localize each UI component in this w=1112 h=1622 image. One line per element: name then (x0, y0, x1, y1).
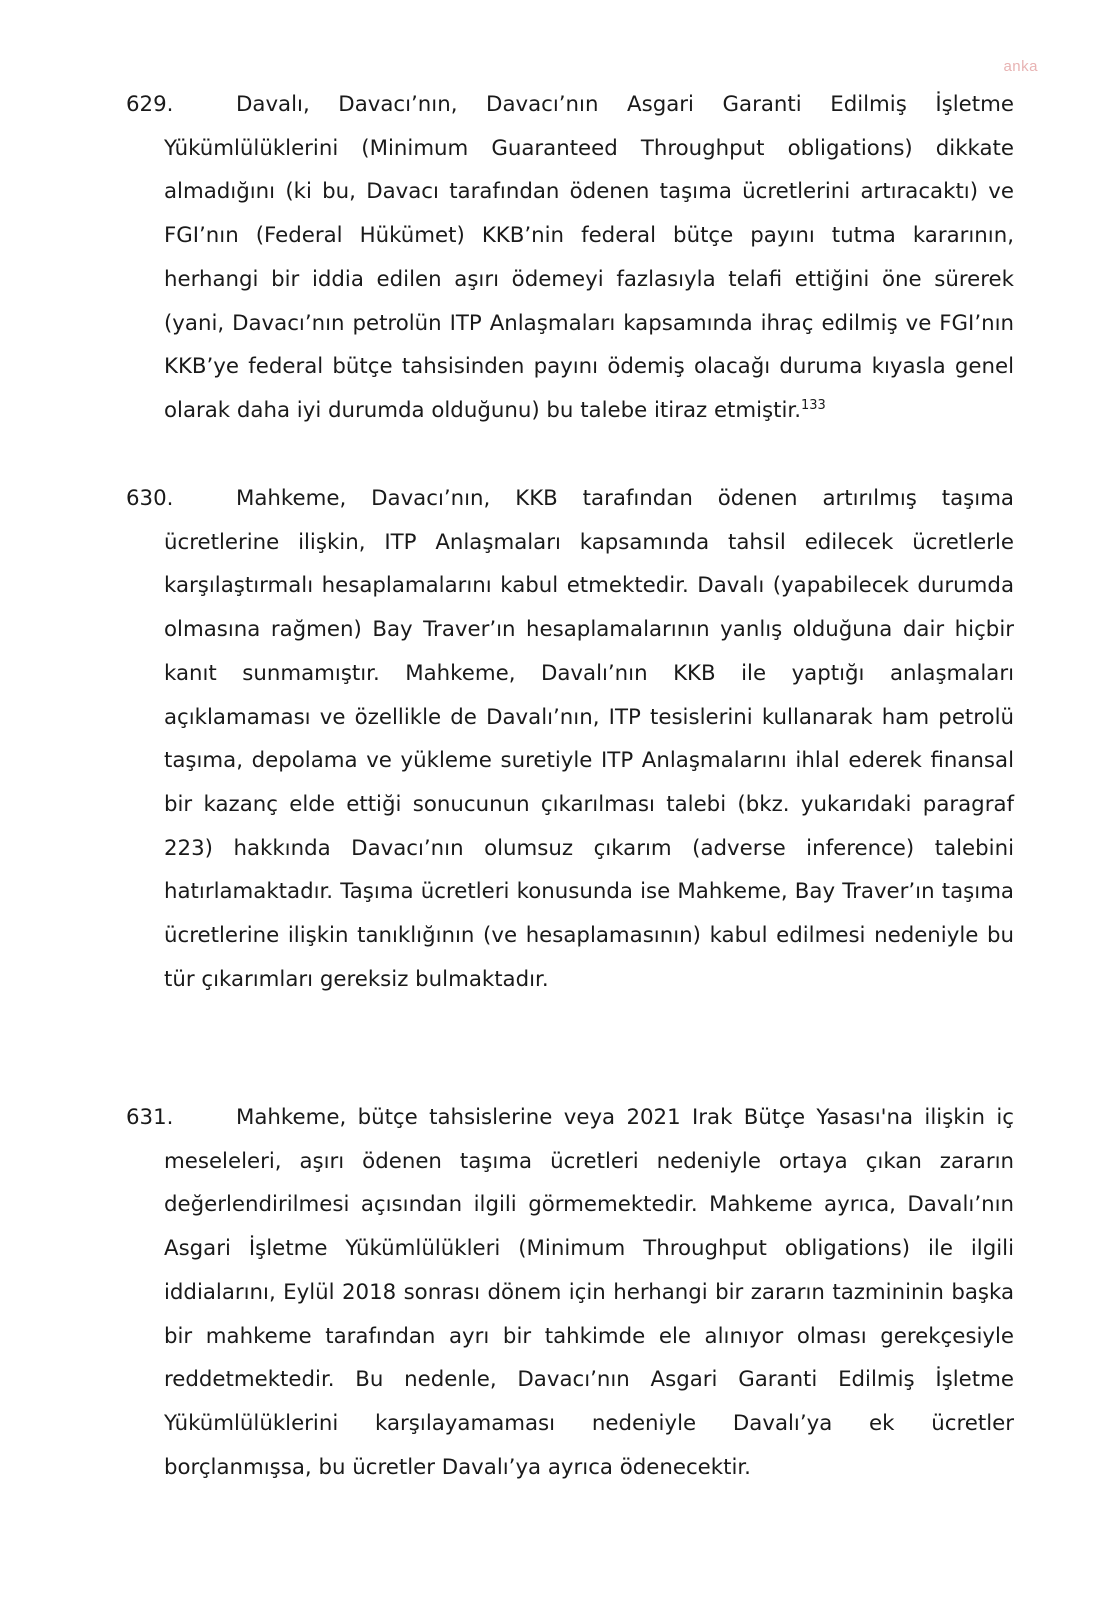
watermark-logo: anka (1003, 58, 1038, 75)
paragraph-text (164, 1096, 1014, 1489)
paragraph-body: Mahkeme, bütçe tahsislerine veya 2021 Irak Bütçe Yasası'na ilişkin iç meseleleri, aşırı ödenen taşıma ücretleri nedeniyle ortaya çıkan zararın değerlendirilmesi açısından ilgili görmemektedir. Mahkeme ayrıca, Davalı’nın Asgari İşletme Yükümlülükleri (Minimum Throughput obligations) ile ilgili iddialarını, Eylül 2018 sonrası dönem için herhangi bir zararın tazmininin başka bir mahkeme tarafından ayrı bir tahkimde ele alınıyor olması gerekçesiyle reddetmektedir. Bu nedenle, Davacı’nın Asgari Garanti Edilmiş İşletme Yükümlülüklerini karşılayamaması nedeniyle Davalı’ya ek ücretler borçlanmışsa, bu ücretler Davalı’ya ayrıca ödenecektir. (164, 1105, 1014, 1480)
paragraph-text (164, 83, 1014, 433)
paragraph-630 (126, 477, 1014, 1001)
paragraph-number: 629. (126, 92, 174, 117)
paragraph-body: Mahkeme, Davacı’nın, KKB tarafından ödenen artırılmış taşıma ücretlerine ilişkin, ITP Anlaşmaları kapsamında tahsil edilecek ücretlerle karşılaştırmalı hesaplamalarını kabul etmektedir. Davalı (yapabilecek durumda olmasına rağmen) Bay Traver’ın hesaplamalarının yanlış olduğuna dair hiçbir kanıt sunmamıştır. Mahkeme, Davalı’nın KKB ile yaptığı anlaşmaları açıklamaması ve özellikle de Davalı’nın, ITP tesislerini kullanarak ham petrolü taşıma, depolama ve yükleme suretiyle ITP Anlaşmalarını ihlal ederek finansal bir kazanç elde ettiği sonucunun çıkarılması talebi (bkz. yukarıdaki paragraf 223) hakkında Davacı’nın olumsuz çıkarım (adverse inference) talebini hatırlamaktadır. Taşıma ücretleri konusunda ise Mahkeme, Bay Traver’ın taşıma ücretlerine ilişkin tanıklığının (ve hesaplamasının) kabul edilmesi nedeniyle bu tür çıkarımları gereksiz bulmaktadır. (164, 486, 1014, 992)
paragraph-number: 630. (126, 486, 174, 511)
paragraph-number: 631. (126, 1105, 174, 1130)
paragraph-body: Davalı, Davacı’nın, Davacı’nın Asgari Garanti Edilmiş İşletme Yükümlülüklerini (Minimum Guaranteed Throughput obligations) dikkate almadığını (ki bu, Davacı tarafından ödenen taşıma ücretlerini artıracaktı) ve FGI’nın (Federal Hükümet) KKB’nin federal bütçe payını tutma kararının, herhangi bir iddia edilen aşırı ödemeyi fazlasıyla telafi ettiğini öne sürerek (yani, Davacı’nın petrolün ITP Anlaşmaları kapsamında ihraç edilmiş ve FGI’nın KKB’ye federal bütçe tahsisinden payını ödemiş olacağı duruma kıyasla genel olarak daha iyi durumda olduğunu) bu talebe itiraz etmiştir. (164, 92, 1014, 423)
paragraph-631 (126, 1096, 1014, 1489)
paragraph-text (164, 477, 1014, 1001)
paragraph-629 (126, 83, 1014, 433)
footnote-ref[interactable]: 133 (801, 397, 826, 413)
